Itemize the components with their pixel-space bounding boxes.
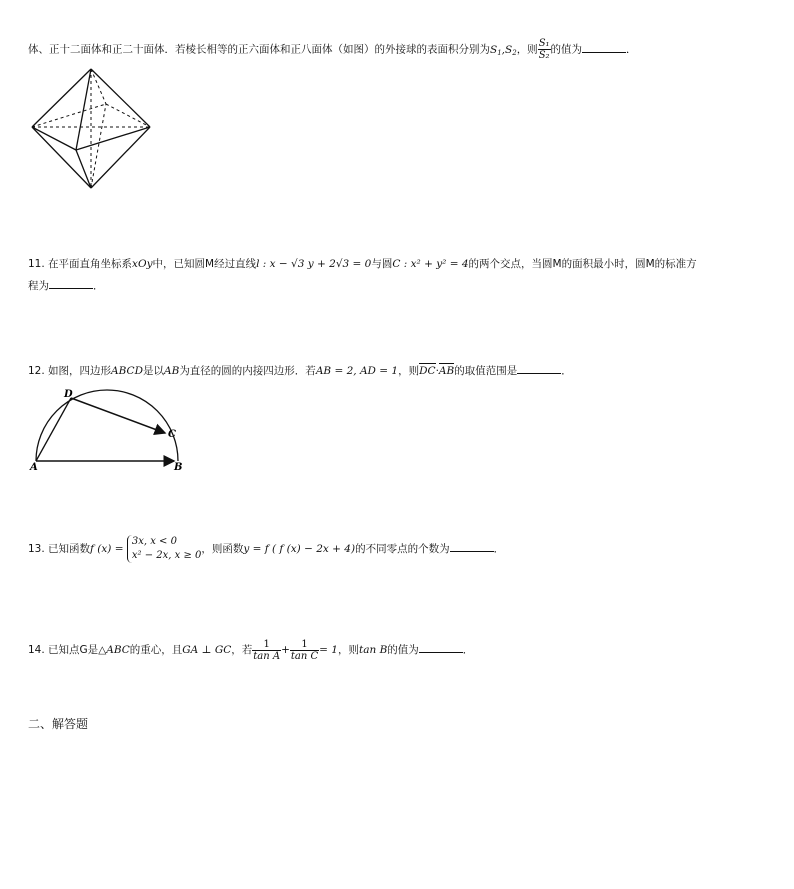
q13-text-b: ，则函数 <box>201 543 244 555</box>
q12-text-c: 为直径的圆的内接四边形．若 <box>179 365 316 377</box>
q13-answer-blank[interactable] <box>450 541 494 552</box>
q14-text-e: 的值为 <box>387 644 419 656</box>
q11-circle-eq: C : x² + y² = 4 <box>392 258 469 270</box>
q13-piece-1: 3x, x < 0 <box>131 536 177 547</box>
q14-text-c: ，若 <box>231 644 253 656</box>
q12-text <box>28 362 572 380</box>
q10-text <box>28 38 637 62</box>
q12-ab: AB <box>164 365 180 377</box>
q10-fraction: $\frac{\text{S₁}}{\text{S₂}}$ <box>538 38 550 61</box>
q13-text-a: 13. 已知函数 <box>28 543 91 555</box>
q13-piecewise <box>127 535 201 563</box>
q12-text-a: 12. 如图，四边形 <box>28 365 112 377</box>
q13-y: y = f ( f (x) − 2x + 4) <box>243 543 356 555</box>
q12-vector-ab: AB <box>438 365 455 377</box>
q13-piece-2: x² − 2x, x ≥ 0 <box>131 550 202 561</box>
label-b: B <box>174 462 183 473</box>
q12-condition: AB = 2, AD = 1 <box>315 365 399 377</box>
q14-text <box>28 633 473 667</box>
q14-text-b: 的重心，且 <box>129 644 183 656</box>
octahedron-figure <box>28 64 156 192</box>
q14-fraction-c: $\frac{1}{\text{tan C}}$ <box>290 638 319 662</box>
q12-text-e: 的取值范围是 <box>454 365 518 377</box>
q13-end: ． <box>493 543 505 555</box>
q12-dot: · <box>435 365 439 377</box>
q14-triangle: △ABC <box>98 644 130 656</box>
q14-fraction-a: $\frac{1}{\text{tan A}}$ <box>253 638 281 662</box>
q11-text-c: 与圆 <box>371 258 393 270</box>
q14-end: ． <box>462 644 474 656</box>
q11-text-line2 <box>28 277 104 295</box>
q11-end: ． <box>93 280 104 292</box>
q10-text-b: ，则 <box>516 43 538 56</box>
q10-text-a: 体、正十二面体和正二十面体．若棱长相等的正六面体和正八面体（如图）的外接球的表面积分别为 <box>28 43 490 56</box>
q12-text-d: ，则 <box>398 365 420 377</box>
label-c: C <box>168 429 176 440</box>
q11-text-b: 中，已知圆M经过直线 <box>152 258 257 270</box>
q10-s1: $S_1,S_2$ <box>490 43 517 57</box>
q13-text-c: 的不同零点的个数为 <box>355 543 450 555</box>
q12-text-b: 是以 <box>143 365 164 377</box>
q14-tanb: tan B <box>358 644 388 656</box>
q14-eq: = 1 <box>319 644 338 656</box>
q13-text <box>28 532 504 566</box>
q11-text-d: 的两个交点，当圆M的面积最小时，圆M的标准方 <box>468 258 697 270</box>
q11-line-eq: l : x − √3 y + 2√3 = 0 <box>256 258 372 270</box>
q10-end: ． <box>626 43 637 56</box>
q12-end: ． <box>561 365 572 377</box>
q11-answer-blank[interactable] <box>49 278 93 289</box>
q11-text-e: 程为 <box>28 280 49 292</box>
q11-text-a: 11. 在平面直角坐标系 <box>28 258 133 270</box>
q11-xoy: xOy <box>132 258 153 270</box>
q10-text-c: 的值为 <box>550 43 583 56</box>
q12-vector-dc: DC <box>419 365 436 377</box>
q14-perp: GA ⊥ GC <box>182 644 232 656</box>
label-d: D <box>64 389 73 400</box>
q14-text-d: ，则 <box>337 644 359 656</box>
label-a: A <box>30 462 38 473</box>
q14-answer-blank[interactable] <box>419 642 463 653</box>
q11-text <box>28 255 697 273</box>
q10-answer-blank[interactable] <box>582 42 626 53</box>
q14-plus: + <box>281 644 290 656</box>
q12-answer-blank[interactable] <box>517 363 561 374</box>
semicircle-figure <box>28 384 193 474</box>
section-heading: 二、解答题 <box>28 717 89 731</box>
q14-text-a: 14. 已知点G是 <box>28 644 99 656</box>
q12-abcd: ABCD <box>111 365 143 377</box>
q13-f: f (x) = <box>90 543 124 555</box>
